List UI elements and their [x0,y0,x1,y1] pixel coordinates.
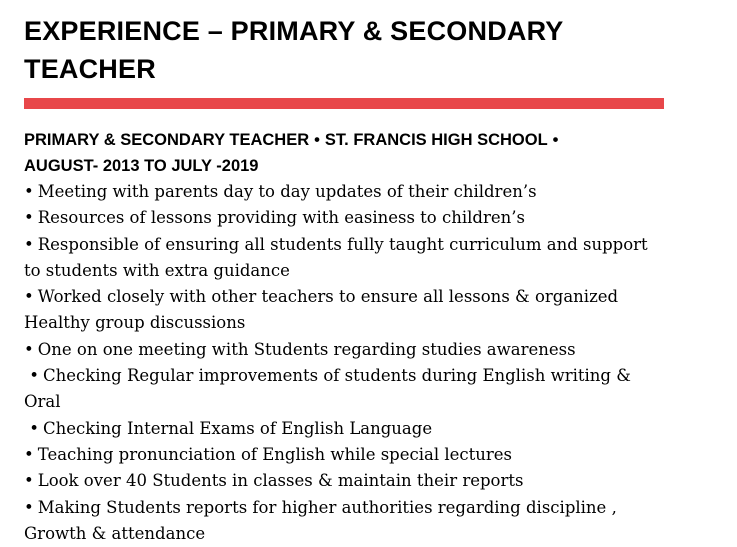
bullet-icon: • [24,208,34,228]
job-separator-1: • [314,131,320,149]
job-position: PRIMARY & SECONDARY TEACHER [24,131,310,149]
list-item-text: Meeting with parents day to day updates of their children’s [37,182,537,201]
job-header [24,127,664,179]
list-item-text: Responsible of ensuring all students fully taught curriculum and support to students with extra guidance [24,234,648,280]
list-item [24,232,664,285]
bullet-icon: • [24,287,34,307]
list-item-text: Look over 40 Students in classes & maintain their reports [37,471,524,491]
list-item [24,442,664,468]
list-item [24,205,664,231]
responsibility-list [24,179,664,547]
list-item-text: Resources of lessons providing with easiness to children’s [37,208,525,228]
bullet-icon: • [29,366,39,386]
list-item [24,416,664,442]
list-item-text: Checking Internal Exams of English Language [42,418,433,438]
list-item [24,468,664,494]
experience-section [24,12,664,547]
bullet-icon: • [24,471,34,491]
bullet-icon: • [24,234,34,254]
job-separator-2: • [552,131,559,149]
bullet-icon: • [24,182,34,201]
section-divider [24,98,664,109]
list-item [24,179,664,205]
bullet-icon: • [24,339,34,359]
list-item-text: Teaching pronunciation of English while special lectures [37,444,513,464]
bullet-icon: • [24,497,34,517]
list-item [24,337,664,363]
bullet-icon: • [24,444,34,464]
list-item [24,284,664,337]
section-title: EXPERIENCE – PRIMARY & SECONDARY TEACHER [24,16,564,84]
list-item [24,495,664,547]
list-item-text: Worked closely with other teachers to ensure all lessons & organized Healthy group discussions [24,287,619,333]
bullet-icon: • [29,418,39,438]
list-item [24,363,664,416]
job-dates: AUGUST- 2013 TO JULY -2019 [24,157,259,175]
list-item-text: One on one meeting with Students regarding studies awareness [37,339,576,359]
job-organization: ST. FRANCIS HIGH SCHOOL [324,131,548,149]
list-item-text: Making Students reports for higher authorities regarding discipline , Growth & attendance [24,497,617,543]
list-item-text: Checking Regular improvements of students during English writing & Oral [24,366,631,412]
